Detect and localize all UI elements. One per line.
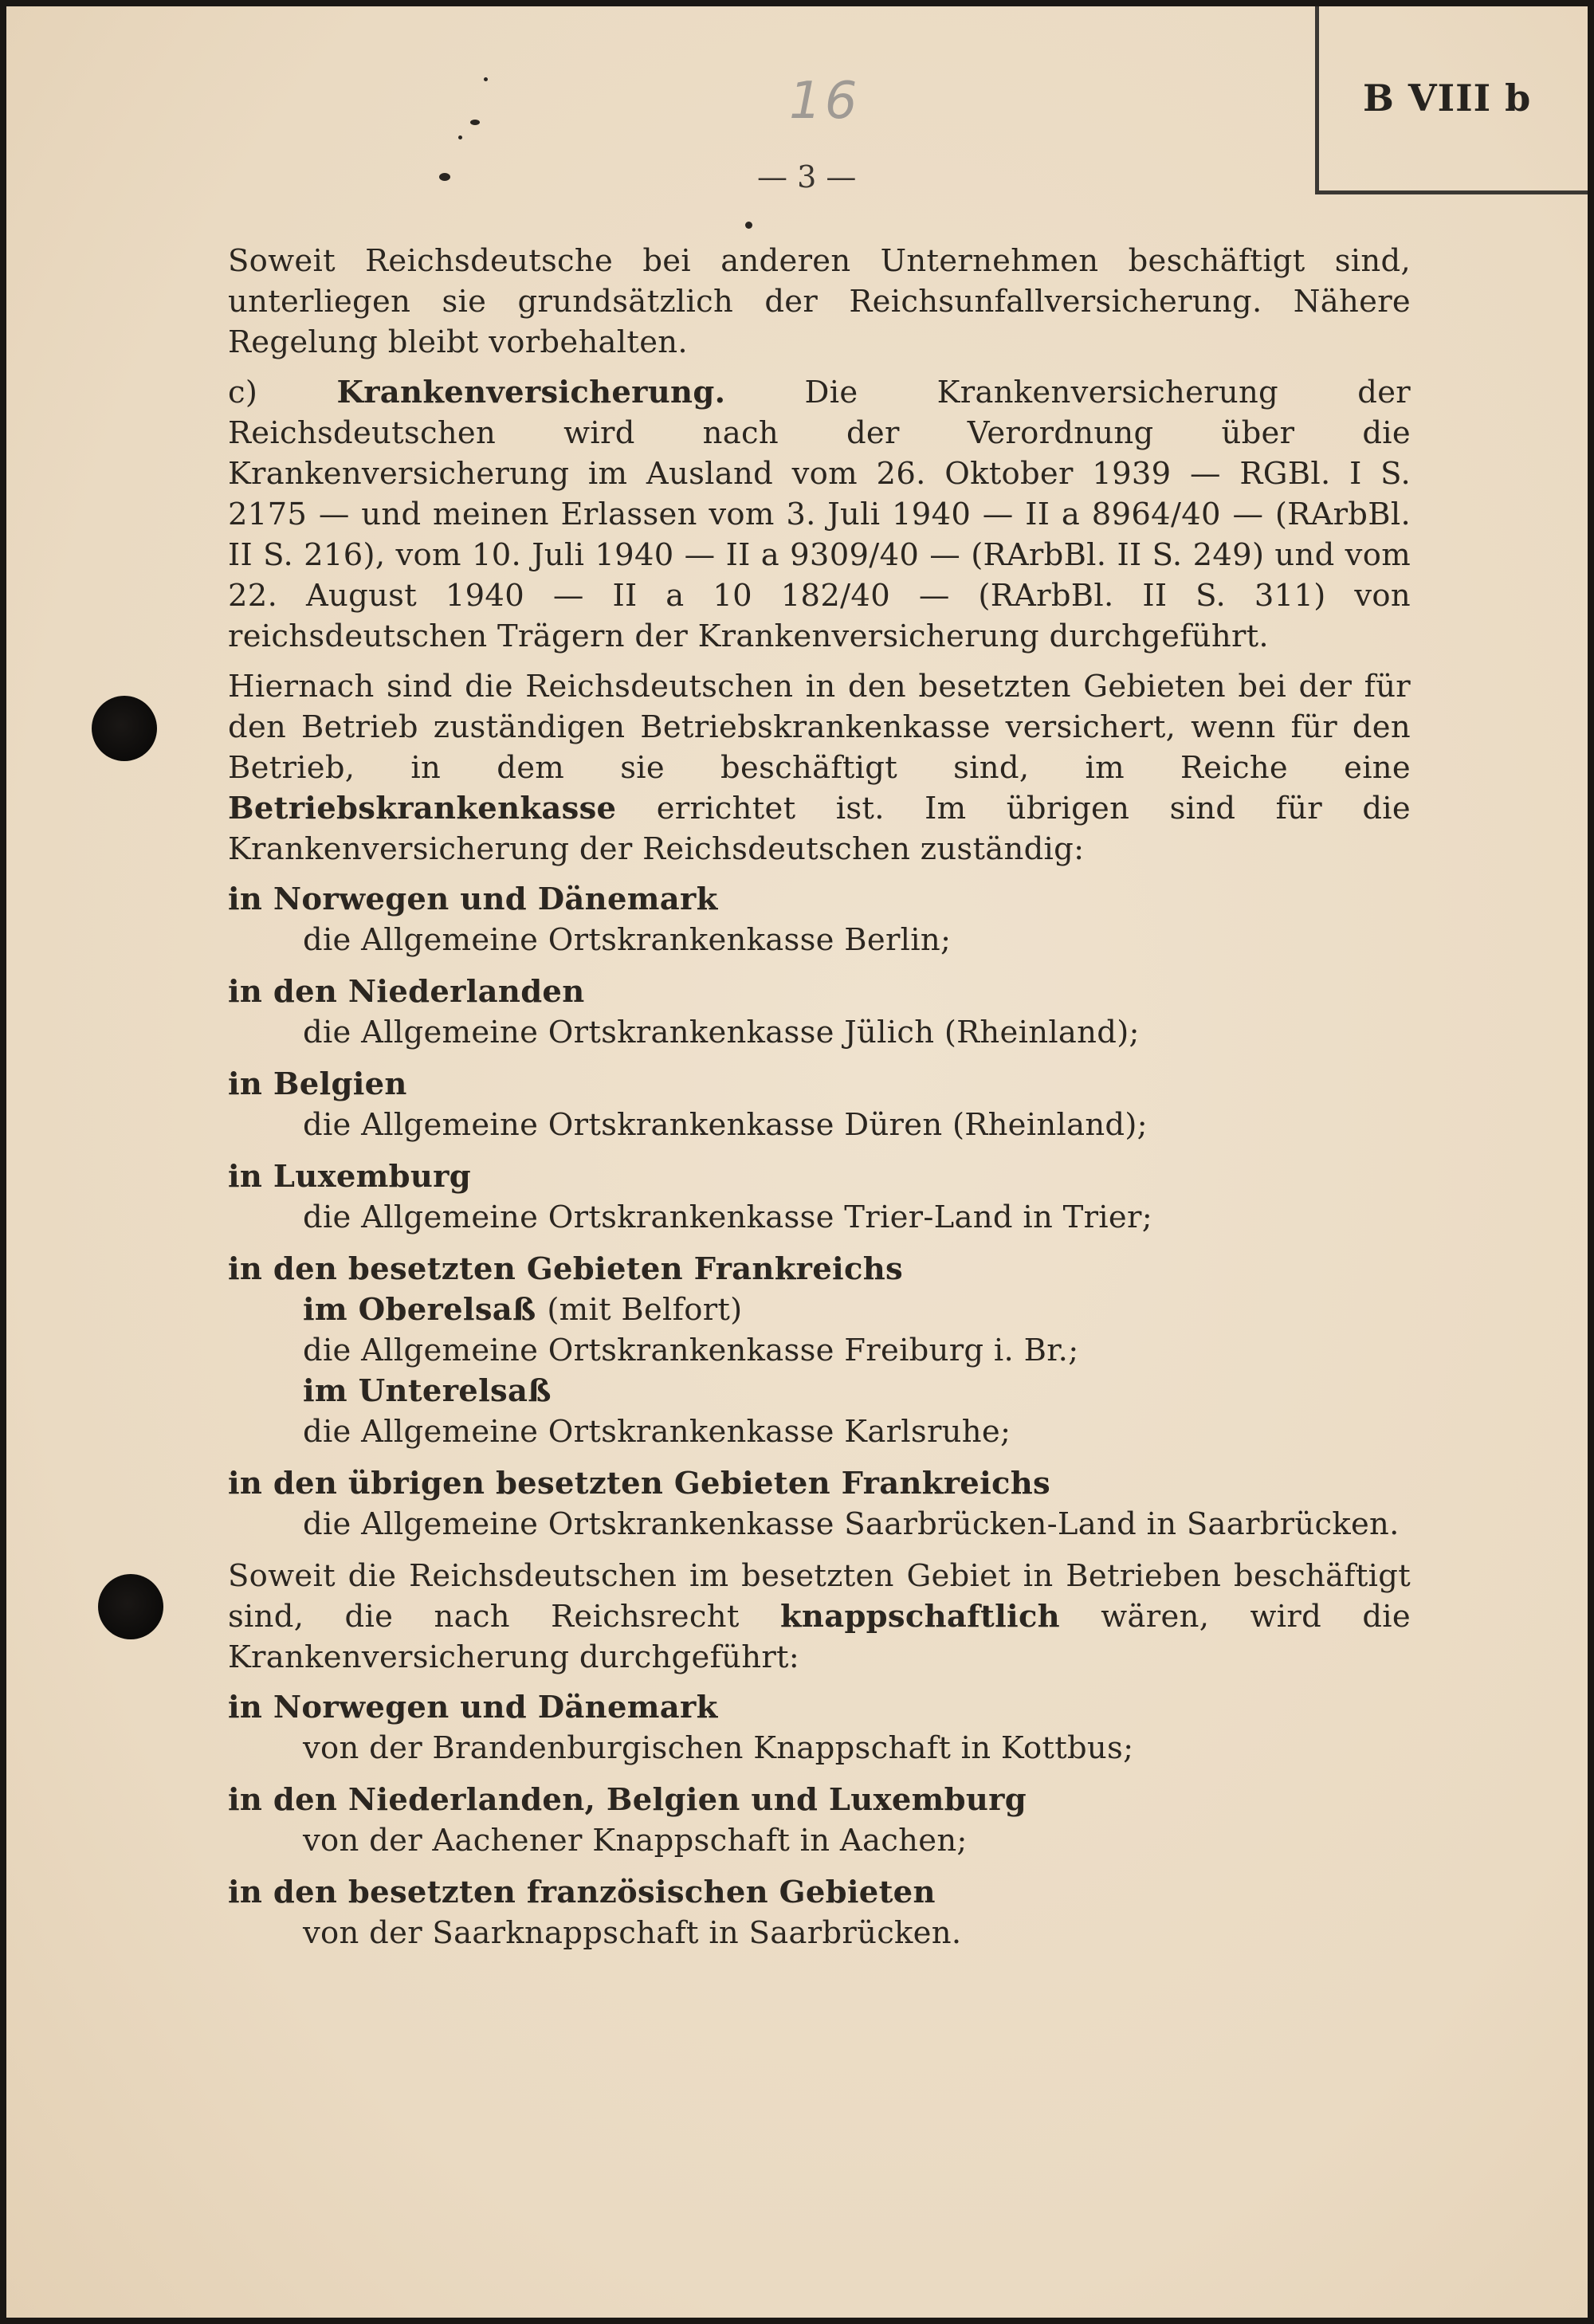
subregion-note: (mit Belfort) bbox=[547, 1292, 743, 1328]
list-item bbox=[228, 1780, 1411, 1861]
list-item bbox=[228, 879, 1411, 960]
list-item bbox=[228, 1249, 1411, 1452]
list-item bbox=[228, 1463, 1411, 1545]
list-item bbox=[228, 1687, 1411, 1769]
emphasis-term: Betriebskrankenkasse bbox=[228, 791, 617, 826]
emphasis-term: knappschaftlich bbox=[779, 1599, 1060, 1635]
paragraph-text: errichtet ist. Im übrigen sind für die Krankenversicherung der Reichsdeutschen zuständig: bbox=[228, 791, 1411, 867]
subregion-name: im Oberelsaß bbox=[303, 1292, 536, 1328]
region-heading: in den besetzten Gebieten Frankreichs bbox=[228, 1251, 903, 1287]
ink-speck bbox=[745, 222, 752, 229]
list-item bbox=[228, 972, 1411, 1053]
insurer-line: die Allgemeine Ortskrankenkasse Jülich (Rheinland); bbox=[303, 1015, 1140, 1050]
classification-stamp: B VIII b bbox=[1363, 77, 1532, 120]
list-item bbox=[228, 1156, 1411, 1238]
subregion-heading: im Unterelsaß bbox=[303, 1373, 552, 1409]
subregion-heading bbox=[228, 1290, 1411, 1330]
ink-speck bbox=[484, 77, 488, 81]
paragraph-text: Hiernach sind die Reichsdeutschen in den besetzten Gebieten bei der für den Betrieb zuständigen Betriebskrankenkasse versichert, wenn für den Betrieb, in dem sie beschäftigt sind, im Reiche eine bbox=[228, 669, 1411, 786]
region-heading: in Norwegen und Dänemark bbox=[228, 881, 718, 917]
paragraph-responsibility bbox=[228, 666, 1411, 870]
insurer-line: die Allgemeine Ortskrankenkasse Saarbrücken-Land in Saarbrücken. bbox=[303, 1506, 1400, 1542]
paragraph-accident-insurance: Soweit Reichsdeutsche bei anderen Unternehmen beschäftigt sind, unterliegen sie grundsätzlich der Reichsunfallversicherung. Nähere Regelung bleibt vorbehalten. bbox=[228, 243, 1411, 360]
list-item bbox=[228, 1872, 1411, 1953]
section-label: c) bbox=[228, 375, 258, 410]
punch-hole-bottom bbox=[98, 1574, 163, 1639]
region-heading: in Belgien bbox=[228, 1066, 407, 1102]
document-body bbox=[228, 241, 1411, 1965]
region-heading: in Norwegen und Dänemark bbox=[228, 1690, 718, 1725]
paragraph-miners-insurance bbox=[228, 1556, 1411, 1678]
ink-speck bbox=[470, 120, 480, 125]
page-number: — 3 — bbox=[757, 159, 857, 194]
insurer-line: von der Brandenburgischen Knappschaft in Kottbus; bbox=[303, 1730, 1134, 1766]
section-heading: Krankenversicherung. bbox=[336, 375, 726, 410]
insurer-line: die Allgemeine Ortskrankenkasse Trier-Land in Trier; bbox=[303, 1199, 1152, 1235]
paragraph-health-insurance bbox=[228, 372, 1411, 657]
region-heading: in Luxemburg bbox=[228, 1159, 471, 1195]
region-heading: in den übrigen besetzten Gebieten Frankreichs bbox=[228, 1466, 1051, 1502]
insurer-line: von der Aachener Knappschaft in Aachen; bbox=[303, 1823, 968, 1859]
region-heading: in den besetzten französischen Gebieten bbox=[228, 1875, 936, 1910]
punch-hole-top bbox=[92, 696, 157, 761]
insurer-line: die Allgemeine Ortskrankenkasse Düren (Rheinland); bbox=[303, 1107, 1148, 1143]
insurer-line: die Allgemeine Ortskrankenkasse Freiburg i. Br.; bbox=[303, 1333, 1079, 1368]
insurer-line: die Allgemeine Ortskrankenkasse Karlsruhe; bbox=[303, 1414, 1011, 1450]
paragraph-text: Soweit die Reichsdeutschen im besetzten Gebiet in Betrieben beschäftigt sind, die nach Reichsrecht bbox=[228, 1558, 1411, 1635]
insurer-line: von der Saarknappschaft in Saarbrücken. bbox=[303, 1915, 962, 1951]
ink-speck bbox=[439, 173, 450, 181]
list-item bbox=[228, 1064, 1411, 1145]
insurer-line: die Allgemeine Ortskrankenkasse Berlin; bbox=[303, 922, 952, 958]
region-heading: in den Niederlanden bbox=[228, 974, 585, 1010]
ink-speck bbox=[458, 135, 462, 139]
handwritten-folio-number: 16 bbox=[789, 72, 861, 131]
paragraph-text: wären, wird die Krankenversicherung durchgeführt: bbox=[228, 1599, 1411, 1675]
section-text: Die Krankenversicherung der Reichsdeutschen wird nach der Verordnung über die Krankenversicherung im Ausland vom 26. Oktober 1939 — RGBl. I S. 2175 — und meinen Erlassen vom 3. Juli 1940 — II a 8964/40 — (RArbBl. II S. 216), vom 10. Juli 1940 — II a 9309/40 — (RArbBl. II S. 249) und vom 22. August 1940 — II a 10 182/40 — (RArbBl. II S. 311) von reichsdeutschen Trägern der Krankenversicherung durchgeführt. bbox=[228, 375, 1411, 654]
region-heading: in den Niederlanden, Belgien und Luxemburg bbox=[228, 1782, 1027, 1818]
